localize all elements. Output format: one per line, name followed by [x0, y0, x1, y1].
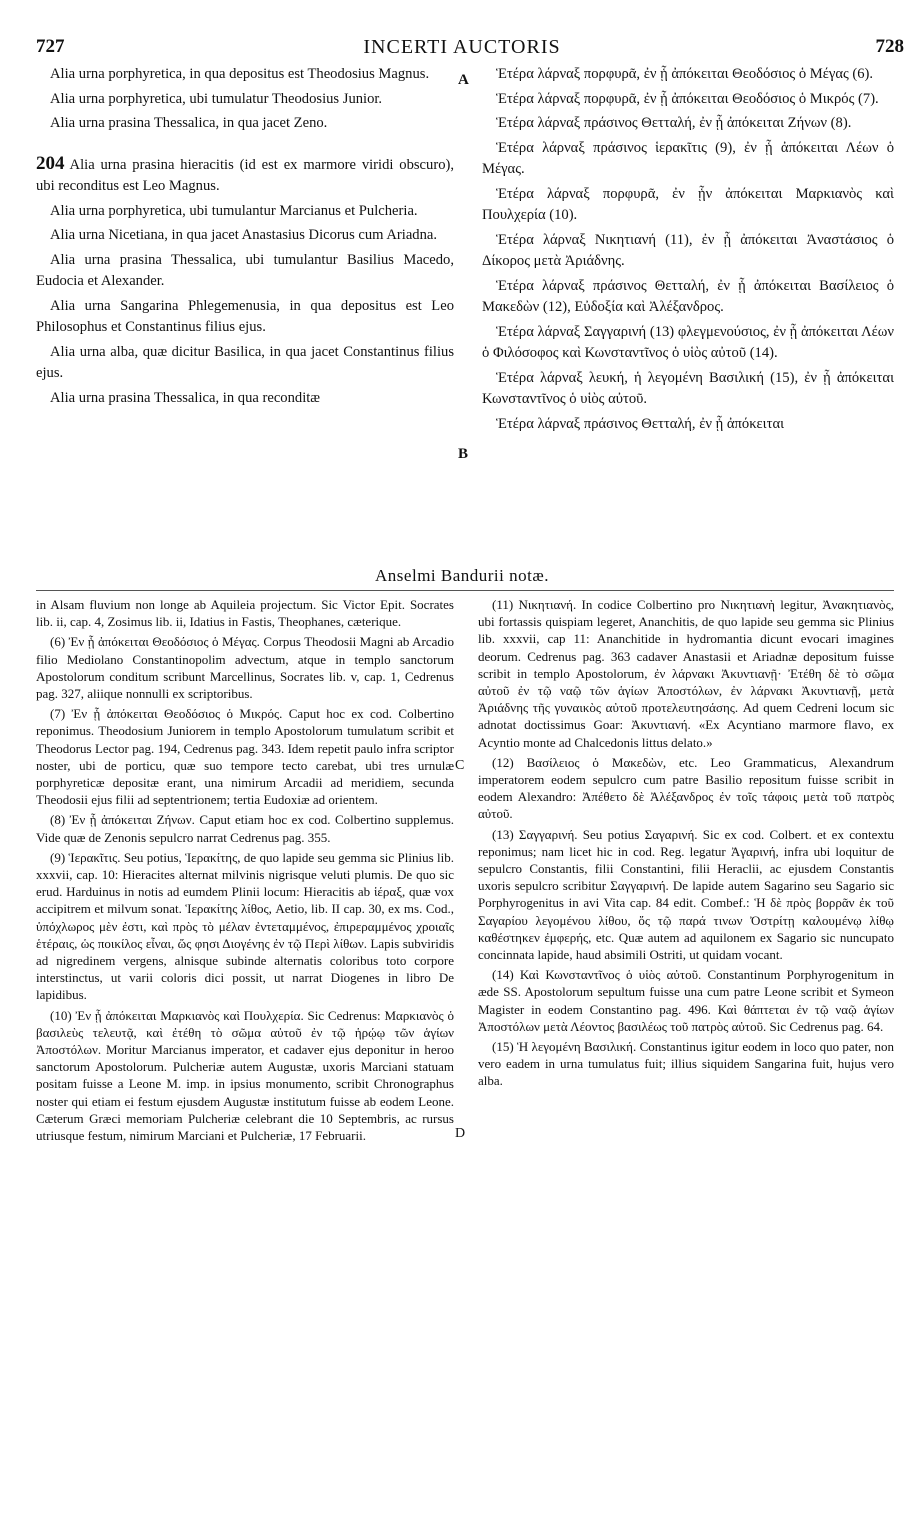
page-number-right: 728 — [875, 36, 904, 57]
greek-line: Ἑτέρα λάρναξ πορφυρᾶ, ἐν ᾗ ἀπόκειται Θεοδόσιος ὁ Μέγας (6). — [496, 66, 874, 82]
note-paragraph: in Alsam fluvium non longe ab Aquileia projectum. Sic Victor Epit. Socrates lib. ii, cap. 4, Zosimus lib. ii, Idatius in Fastis, Theophanes, cæterique. — [36, 597, 454, 630]
greek-line: Ἑτέρα λάρναξ πορφυρᾶ, ἐν ᾗν ἀπόκειται Μαρκιανὸς καὶ Πουλχερία (10). — [482, 185, 894, 223]
note-paragraph: (13) Σαγγαρινή. Seu potius Σαγαρινή. Sic ex cod. Colbert. et ex contextu reponimus; nam licet hic in cod. Reg. legatur Ἀγαρινή, infra ubi loquitur de sepulcro Constantis, filii Constantini, filii Heraclii, ac ejusdem Constantis uxoris sepulcro scribitur Σαγγαρινή. De lapide autem Sagarino seu Sagario sic Porphyrogenitus in avi Vita cap. 84 edit. Combef.: Ἡ δὲ πρὸς βορρᾶν ἐκ τοῦ Σαγαρίου λεγομένου λίθου, ὅς τῷ παρά τινων Ὀστρίτῃ καλουμένῳ λίθῳ καθέστηκεν ἐμφερής, etc. Quæ autem ad aquilonem ex Sagario sic nuncupato concinnata lapide, haud absimili Ostriti, ut quidam vocant. — [478, 826, 894, 963]
page-header — [0, 36, 924, 62]
latin-line: Alia urna prasina Thessalica, in qua jacet Zeno. — [50, 115, 328, 131]
margin-letter-a: A — [458, 72, 469, 88]
greek-line: Ἑτέρα λάρναξ πράσινος Θετταλή, ἐν ᾗ ἀπόκειται Βασίλειος ὁ Μακεδὼν (12), Εὐδοξία καὶ Ἀλέξανδρος. — [482, 277, 894, 315]
latin-line: Alia urna porphyretica, ubi tumulatur Theodosius Junior. — [50, 90, 383, 107]
latin-line: Alia urna Nicetiana, in qua jacet Anastasius Dicorus cum Ariadna. — [50, 227, 438, 243]
note-paragraph: (9) Ἱερακῖτις. Seu potius, Ἱερακίτης, de quo lapide seu gemma sic Plinius lib. xxxvii, cap. 10: Hieracites alternat milvinis nigrisque veluti plumis. De quo sic erud. Harduinus in notis ad eumdem Plinii locum: Hieracitis ab ἱέραξ, quæ vox accipitrem et milvum sonat. Ἱερακίτης λίθος, Aetio, lib. II cap. 30, ex ms. Cod., ὑπόχλωρος μὲν ἐστι, καὶ πρὸς τὸ μέλαν ἐντεταμμένος, ἐπιρεραμμένος χροιαῖς ἑτέραις, ὡς ποικίλος εἶναι, ὥς φησι Διογένης ἐν τῷ Περὶ λίθων. Lapis subviridis ad nigredinem vergens, alnisque subinde alternatis coloribus toto corpore interstinctus, ut varii coloris dici possit, ut narrat Diogenes in libro De lapidibus. — [36, 849, 454, 1003]
greek-line: Ἑτέρα λάρναξ Νικητιανή (11), ἐν ᾗ ἀπόκειται Ἀναστάσιος ὁ Δίκορος μετὰ Ἀριάδνης. — [482, 231, 894, 269]
notes-divider — [36, 590, 894, 591]
note-paragraph: (10) Ἐν ᾗ ἀπόκειται Μαρκιανὸς καὶ Πουλχερία. Sic Cedrenus: Μαρκιανὸς ὁ βασιλεὺς τελευτᾷ, καὶ ἐτέθη τὸ σῶμα αὐτοῦ ἐν τῷ ἡρῴῳ τῶν ἁγίων Ἀποστόλων. Moritur Marcianus imperator, et cadaver ejus deponitur in heroo sanctorum Apostolorum. Pulcheriæ autem Augustæ, uxoris Marciani statuam positam fuisse a Leone M. imp. in ipsius monumento, scribit Chronographus noster qui etiam ei festum ejusdem Augustæ institutum fuisse ab eodem Leone. Cæterum Græci memoriam Pulcheriæ celebrant die 10 Septembris, ac rursus utriusque festum, nimirum Marciani et Pulcheriæ, 17 Februarii. — [36, 1007, 454, 1144]
latin-line — [36, 153, 454, 198]
latin-line: Alia urna porphyretica, in qua depositus est Theodosius Magnus. — [50, 66, 430, 82]
greek-line: Ἑτέρα λάρναξ πορφυρᾶ, ἐν ᾗ ἀπόκειται Θεοδόσιος ὁ Μικρός (7). — [496, 90, 879, 107]
latin-text: Alia urna prasina hieracitis (id est ex marmore viridi obscuro), ubi reconditus est Leo Magnus. — [36, 156, 454, 194]
running-title: INCERTI AUCTORIS — [363, 36, 561, 58]
latin-column — [36, 64, 454, 412]
greek-line: Ἑτέρα λάρναξ πράσινος Θετταλή, ἐν ᾗ ἀπόκειται — [496, 415, 785, 432]
notes-right-column — [478, 596, 894, 1093]
greek-line: Ἑτέρα λάρναξ Σαγγαρινή (13) φλεγμενούσιος, ἐν ᾗ ἀπόκειται Λέων ὁ Φιλόσοφος καὶ Κωνσταντῖνος ὁ υἱὸς αὐτοῦ (14). — [482, 323, 894, 361]
notes-left-column — [36, 596, 454, 1147]
note-paragraph: (15) Ἡ λεγομένη Βασιλική. Constantinus igitur eodem in loco quo pater, non vero eadem in urna tumulatus fuit; illius siquidem Sangarina fuit, hujus vero alba. — [478, 1039, 894, 1089]
greek-line: Ἑτέρα λάρναξ λευκή, ἡ λεγομένη Βασιλική (15), ἐν ᾗ ἀπόκειται Κωνσταντῖνος ὁ υἱὸς αὐτοῦ. — [482, 369, 894, 407]
margin-letter-c: C — [455, 758, 465, 773]
notes-heading: Anselmi Bandurii notæ. — [375, 566, 549, 585]
note-paragraph: (14) Καὶ Κωνσταντῖνος ὁ υἱὸς αὐτοῦ. Constantinum Porphyrogenitum in æde SS. Apostolorum sepultum fuisse una cum patre Leone scribit et Symeon Magister in eodem Constantino pag. 496. Καὶ θάπτεται ἐν τῷ ναῷ ἁγίων Ἀποστόλων μετὰ Λέοντος βασιλέως τοῦ πατρὸς αὐτοῦ. Sic Cedrenus pag. 64. — [478, 967, 894, 1034]
latin-line: Alia urna porphyretica, ubi tumulantur Marcianus et Pulcheria. — [50, 202, 418, 219]
note-paragraph: (12) Βασίλειος ὁ Μακεδὼν, etc. Leo Grammaticus, Alexandrum imperatorem eodem sepulcro cum patre Basilio repositum fuisse scribit in eodem Alexandro: Ἀπέθετο δὲ Ἀλέξανδρος ἐν τοῖς τάφοις μετὰ τοῦ πατρὸς αὐτοῦ. — [478, 754, 894, 822]
latin-line: Alia urna Sangarina Phlegemenusia, in qua depositus est Leo Philosophus et Constantinus filius ejus. — [36, 297, 454, 335]
note-paragraph: (6) Ἐν ᾗ ἀπόκειται Θεοδόσιος ὁ Μέγας. Corpus Theodosii Magni ab Arcadio filio Mediolano Constantinopolim advectum, atque in templo sanctorum Apostolorum conditum scribunt Marcellinus, Socrates lib. v, cap. 1, Cedrenus pag. 327, aliique nonnulli ex scriptoribus. — [36, 634, 454, 702]
latin-line: Alia urna prasina Thessalica, in qua reconditæ — [50, 389, 321, 406]
margin-letter-d: D — [455, 1126, 466, 1141]
note-paragraph: (7) Ἐν ᾗ ἀπόκειται Θεοδόσιος ὁ Μικρός. Caput hoc ex cod. Colbertino reponimus. Theodosium Juniorem in templo Apostolorum tumulatum scribit et Theodorus Lector pag. 194, Cedrenus pag. 343. Idem repetit paulo infra scriptor noster, ubi de porticu, quæ suo tempore tecto carebat, ubi tres urnulæ porphyreticæ depositæ erant, una nimirum Arcadii ad meridiem, secunda Theodosii ejus filii ad septentrionem; tertia Eudoxiæ ad orientem. — [36, 706, 454, 808]
greek-column — [482, 64, 894, 438]
greek-line: Ἑτέρα λάρναξ πράσινος Θετταλή, ἐν ᾗ ἀπόκειται Ζήνων (8). — [496, 115, 852, 131]
latin-line: Alia urna prasina Thessalica, ubi tumulantur Basilius Macedo, Eudocia et Alexander. — [36, 251, 454, 289]
note-paragraph: (11) Νικητιανή. In codice Colbertino pro Νικητιανὴ legitur, Ἀνακητιανὸς, ubi fortassis quispiam legeret, Ananchitis, de quo lapide seu gemma sic Plinius lib. xxxvii, cap 11: Ananchitide in hydromantia dicunt evocari imagines deorum. Cedrenus pag. 363 cadaver Anastasii et Ariadnæ depositum fuisse scribit in templo Apostolorum, ἐν λάρνακι Ἀκυντιανῇ· Ἐτέθη δὲ τὸ σῶμα αὐτοῦ ἐν τῷ ναῷ τῶν ἁγίων Ἀποστόλων, ἐν λάρνακι Ἀκυντιανῇ, μετὰ Ἀριάδνης τῆς γυναικὸς αὐτοῦ προτελευτησάσης. Ad quem Cedreni locum sic adnotat doctissimus Goar: Ἀκυντιανή. «Ex Acyntiano marmore flavo, ex Acyntio monte ad Chalcedonis littus delato.» — [478, 597, 894, 750]
margin-letter-b: B — [458, 446, 469, 462]
section-number: 204 — [36, 152, 65, 174]
latin-line: Alia urna alba, quæ dicitur Basilica, in qua jacet Constantinus filius ejus. — [36, 343, 454, 381]
greek-line: Ἑτέρα λάρναξ πράσινος ἱερακῖτις (9), ἐν ᾗ ἀπόκειται Λέων ὁ Μέγας. — [482, 139, 894, 177]
note-paragraph: (8) Ἐν ᾗ ἀπόκειται Ζήνων. Caput etiam hoc ex cod. Colbertino supplemus. Vide quæ de Zenonis sepulcro narrat Cedrenus pag. 355. — [36, 812, 454, 845]
page-number-left: 727 — [36, 36, 65, 57]
